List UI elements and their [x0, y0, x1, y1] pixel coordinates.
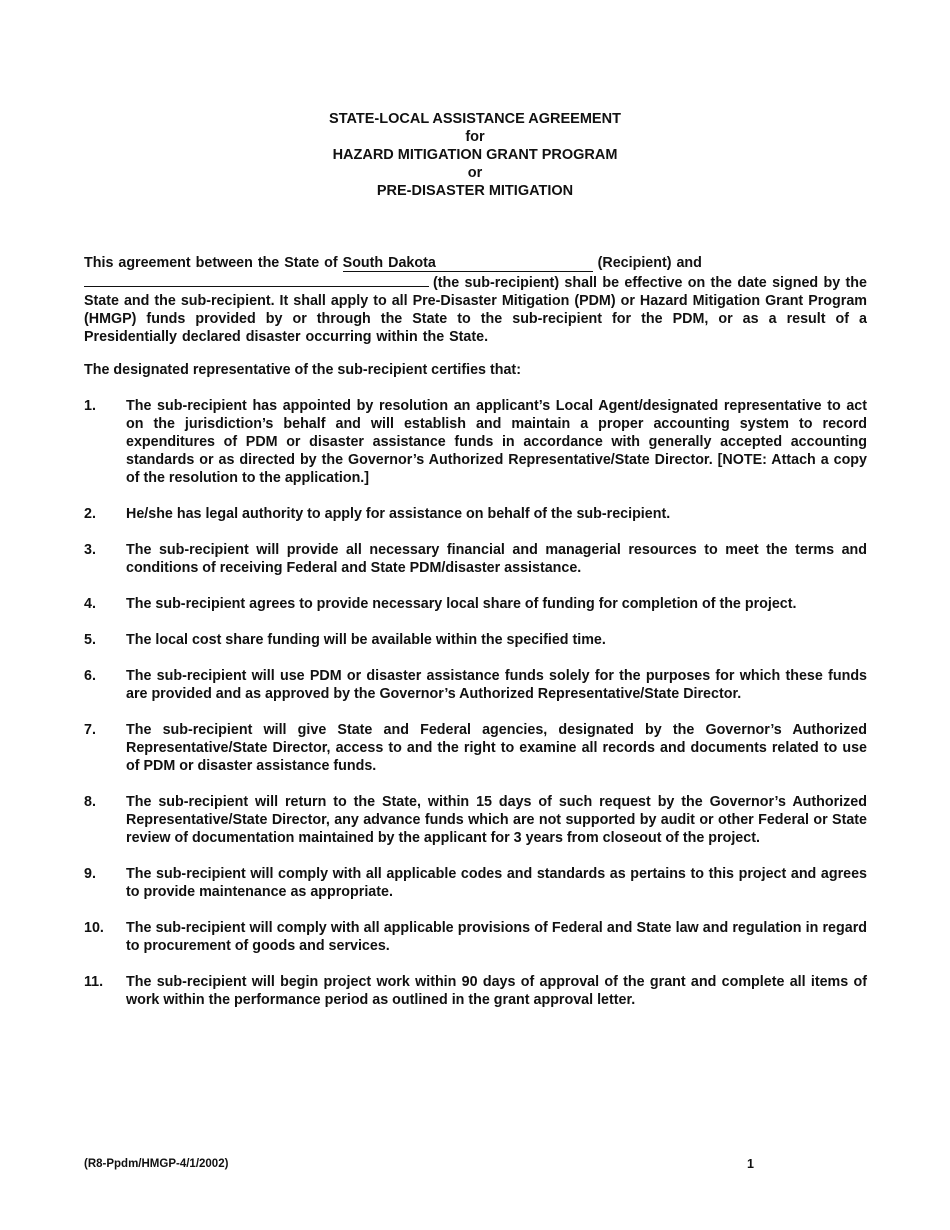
list-item: [84, 973, 867, 1009]
intro-body: (the sub-recipient) shall be effective on the date signed by the State and the sub-recipient. It shall apply to all Pre-Disaster Mitigation (PDM) or Hazard Mitigation Grant Program (HMGP) funds provided by or through the State to the sub-recipient for the PDM, or as a result of a Presidentially declared disaster occurring within the State.: [84, 275, 867, 345]
item-text: The sub-recipient will return to the State, within 15 days of such request by the Governor’s Authorized Representative/State Director, any advance funds which are not supported by audit or other Federal or State review of documentation maintained by the applicant for 3 years from closeout of the project.: [126, 794, 867, 846]
title-line: HAZARD MITIGATION GRANT PROGRAM: [332, 147, 618, 163]
item-number: 8.: [84, 794, 96, 810]
item-text: The sub-recipient will comply with all applicable codes and standards as pertains to this project and agrees to provide maintenance as appropriate.: [126, 866, 867, 900]
item-text: The sub-recipient agrees to provide necessary local share of funding for completion of the project.: [126, 596, 797, 612]
item-text: The sub-recipient will give State and Federal agencies, designated by the Governor’s Authorized Representative/State Director, access to and the right to examine all records and documents related to use of PDM or disaster assistance funds.: [126, 722, 867, 774]
certifies-statement: The designated representative of the sub-recipient certifies that:: [84, 362, 521, 378]
list-item: [84, 505, 867, 523]
item-number: 6.: [84, 668, 96, 684]
list-item: [84, 595, 867, 613]
intro-prefix: This agreement between the State of: [84, 255, 338, 271]
list-item: [84, 793, 867, 847]
item-text: The sub-recipient will begin project work within 90 days of approval of the grant and complete all items of work within the performance period as outlined in the grant approval letter.: [126, 974, 867, 1008]
item-number: 2.: [84, 506, 96, 522]
state-name-field[interactable]: South Dakota: [343, 256, 593, 272]
item-number: 4.: [84, 596, 96, 612]
item-text: The sub-recipient will use PDM or disaster assistance funds solely for the purposes for which these funds are provided and as approved by the Governor’s Authorized Representative/State Director.: [126, 668, 867, 702]
form-code: (R8-Ppdm/HMGP-4/1/2002): [84, 1158, 229, 1170]
title-line: STATE-LOCAL ASSISTANCE AGREEMENT: [329, 111, 621, 127]
page-number: 1: [747, 1157, 754, 1171]
item-text: The local cost share funding will be available within the specified time.: [126, 632, 606, 648]
sub-recipient-name-field[interactable]: [84, 272, 429, 287]
item-text: He/she has legal authority to apply for assistance on behalf of the sub-recipient.: [126, 506, 671, 522]
list-item: [84, 667, 867, 703]
item-text: The sub-recipient will comply with all applicable provisions of Federal and State law and regulation in regard to procurement of goods and services.: [126, 920, 867, 954]
item-text: The sub-recipient will provide all necessary financial and managerial resources to meet the terms and conditions of receiving Federal and State PDM/disaster assistance.: [126, 542, 867, 576]
item-number: 3.: [84, 542, 96, 558]
item-number: 9.: [84, 866, 96, 882]
title-line: PRE-DISASTER MITIGATION: [376, 183, 574, 199]
list-item: [84, 865, 867, 901]
title-line: for: [465, 129, 485, 145]
document-title: [0, 110, 950, 200]
list-item: [84, 721, 867, 775]
agreement-intro: [84, 254, 867, 346]
certification-list: [84, 397, 867, 1027]
item-number: 11.: [84, 974, 104, 990]
item-number: 7.: [84, 722, 96, 738]
intro-first-line: [84, 254, 867, 272]
item-number: 5.: [84, 632, 96, 648]
list-item: [84, 541, 867, 577]
list-item: [84, 919, 867, 955]
list-item: [84, 397, 867, 487]
item-number: 10.: [84, 920, 104, 936]
item-number: 1.: [84, 398, 96, 414]
recipient-label: (Recipient) and: [597, 255, 702, 271]
item-text: The sub-recipient has appointed by resolution an applicant’s Local Agent/designated representative to act on the jurisdiction’s behalf and will establish and maintain a proper accounting system to record expenditures of PDM or disaster assistance funds in accordance with generally accepted accounting standards or as directed by the Governor’s Authorized Representative/State Director. [NOTE: Attach a copy of the resolution to the application.]: [126, 398, 867, 486]
list-item: [84, 631, 867, 649]
title-line: or: [467, 165, 483, 181]
